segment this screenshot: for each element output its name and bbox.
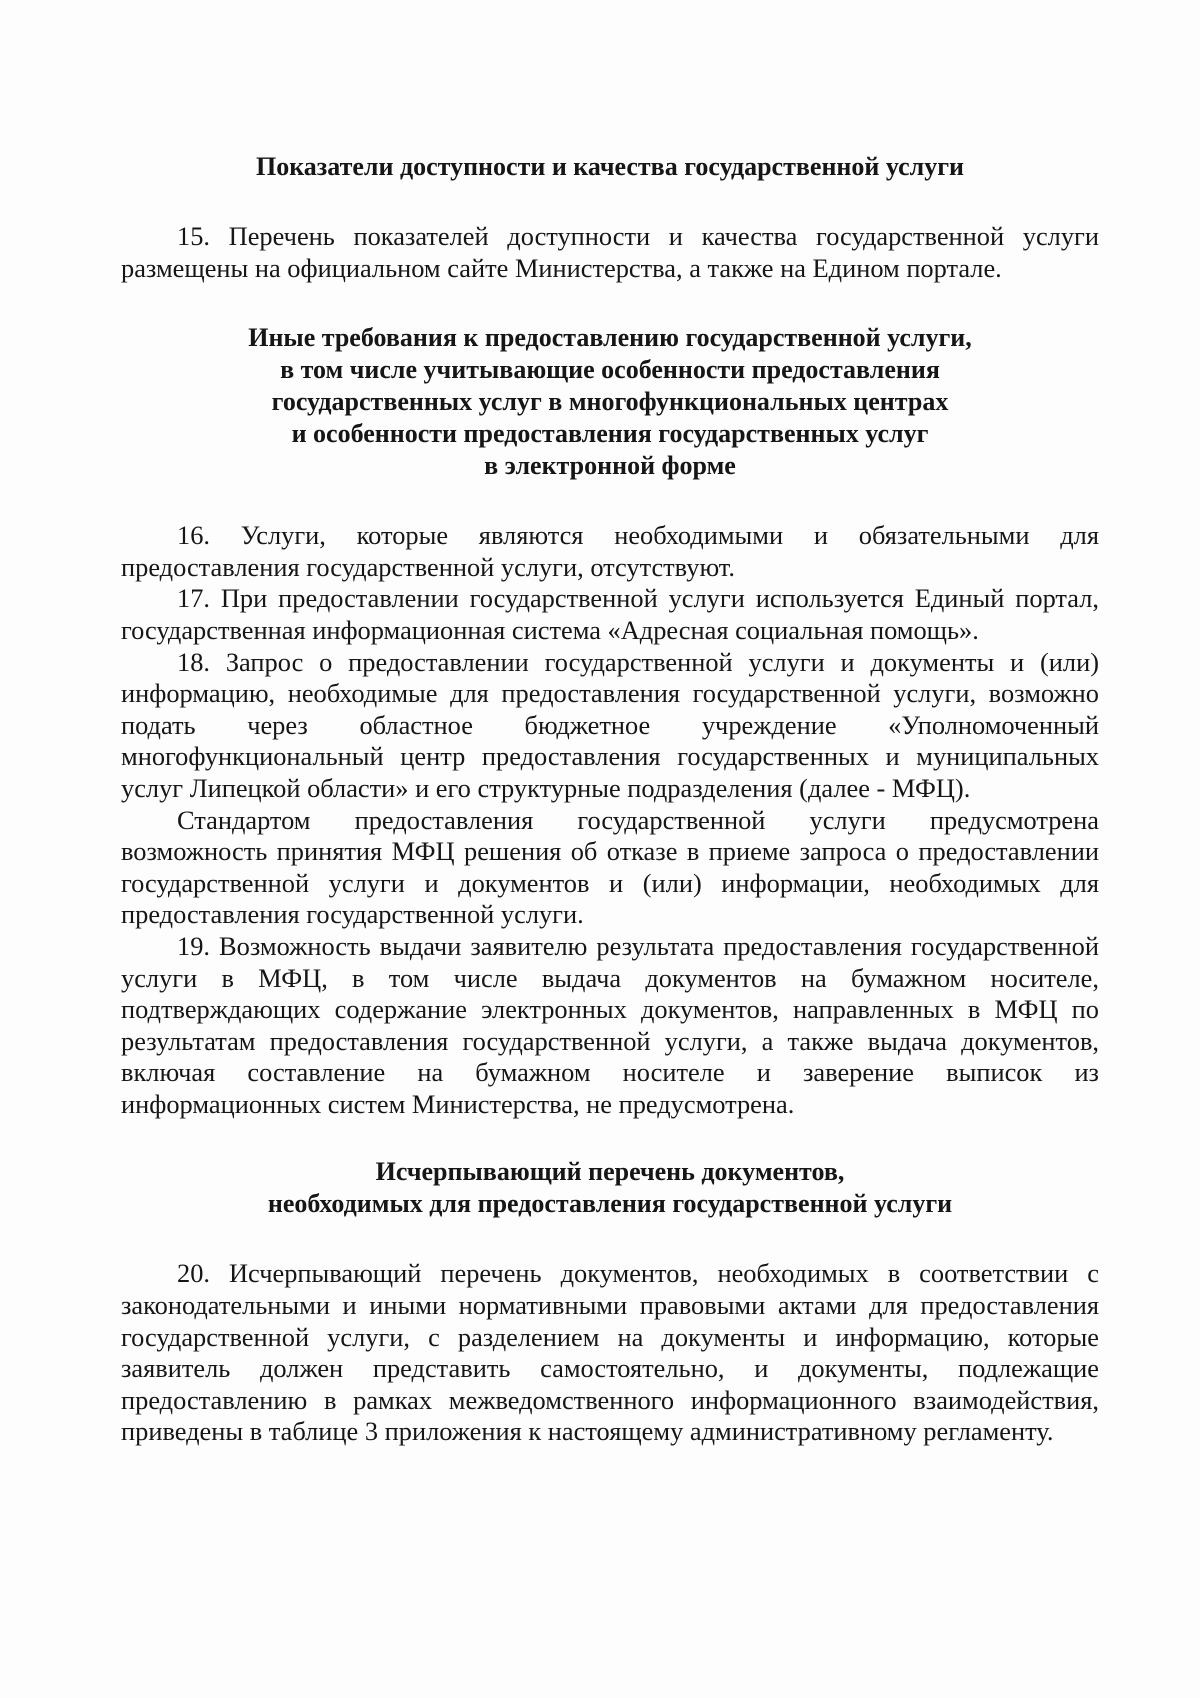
paragraph-17: 17. При предоставлении государственной услуги используется Единый портал, государственная информационная система «Адресная социальная помощь». xyxy=(121,583,1099,645)
section-heading-other-requirements xyxy=(121,322,1099,482)
paragraph-15: 15. Перечень показателей доступности и качества государственной услуги размещены на официальном сайте Министерства, а также на Едином портале. xyxy=(121,221,1099,283)
page-content xyxy=(121,151,1099,1448)
section-heading-document-list xyxy=(121,1156,1099,1220)
heading-line: Показатели доступности и качества государственной услуги xyxy=(255,152,965,181)
section-heading-availability-quality xyxy=(121,151,1099,183)
heading-line: Иные требования к предоставлению государственной услуги, xyxy=(248,323,972,353)
heading-line: необходимых для предоставления государственной услуги xyxy=(267,1189,953,1219)
heading-line: и особенности предоставления государственных услуг xyxy=(291,419,929,449)
paragraph-16: 16. Услуги, которые являются необходимыми и обязательными для предоставления государственной услуги, отсутствуют. xyxy=(121,520,1099,582)
heading-line: в электронной форме xyxy=(484,451,736,481)
paragraph-19: 19. Возможность выдачи заявителю результата предоставления государственной услуги в МФЦ, в том числе выдача документов на бумажном носителе, подтверждающих содержание электронных документов, направленных в МФЦ по результатам предоставления государственной услуги, а также выдача документов, включая составление на бумажном носителе и заверение выписок из информационных систем Министерства, не предусмотрена. xyxy=(121,930,1099,1119)
heading-line: государственных услуг в многофункциональных центрах xyxy=(271,387,949,417)
paragraph-20: 20. Исчерпывающий перечень документов, необходимых в соответствии с законодательными и иными нормативными правовыми актами для предоставления государственной услуги, с разделением на документы и информацию, которые заявитель должен представить самостоятельно, и документы, подлежащие предоставлению в рамках межведомственного информационного взаимодействия, приведены в таблице 3 приложения к настоящему административному регламенту. xyxy=(121,1258,1099,1447)
heading-line: в том числе учитывающие особенности предоставления xyxy=(280,355,940,385)
paragraph-standard-note: Стандартом предоставления государственной услуги предусмотрена возможность принятия МФЦ решения об отказе в приеме запроса о предоставлении государственной услуги и документов и (или) информации, необходимых для предоставления государственной услуги. xyxy=(121,804,1099,930)
paragraph-18: 18. Запрос о предоставлении государственной услуги и документы и (или) информацию, необходимые для предоставления государственной услуги, возможно подать через областное бюджетное учреждение «Уполномоченный многофункциональный центр предоставления государственных и муниципальных услуг Липецкой области» и его структурные подразделения (далее - МФЦ). xyxy=(121,646,1099,803)
heading-line: Исчерпывающий перечень документов, xyxy=(375,1157,845,1187)
